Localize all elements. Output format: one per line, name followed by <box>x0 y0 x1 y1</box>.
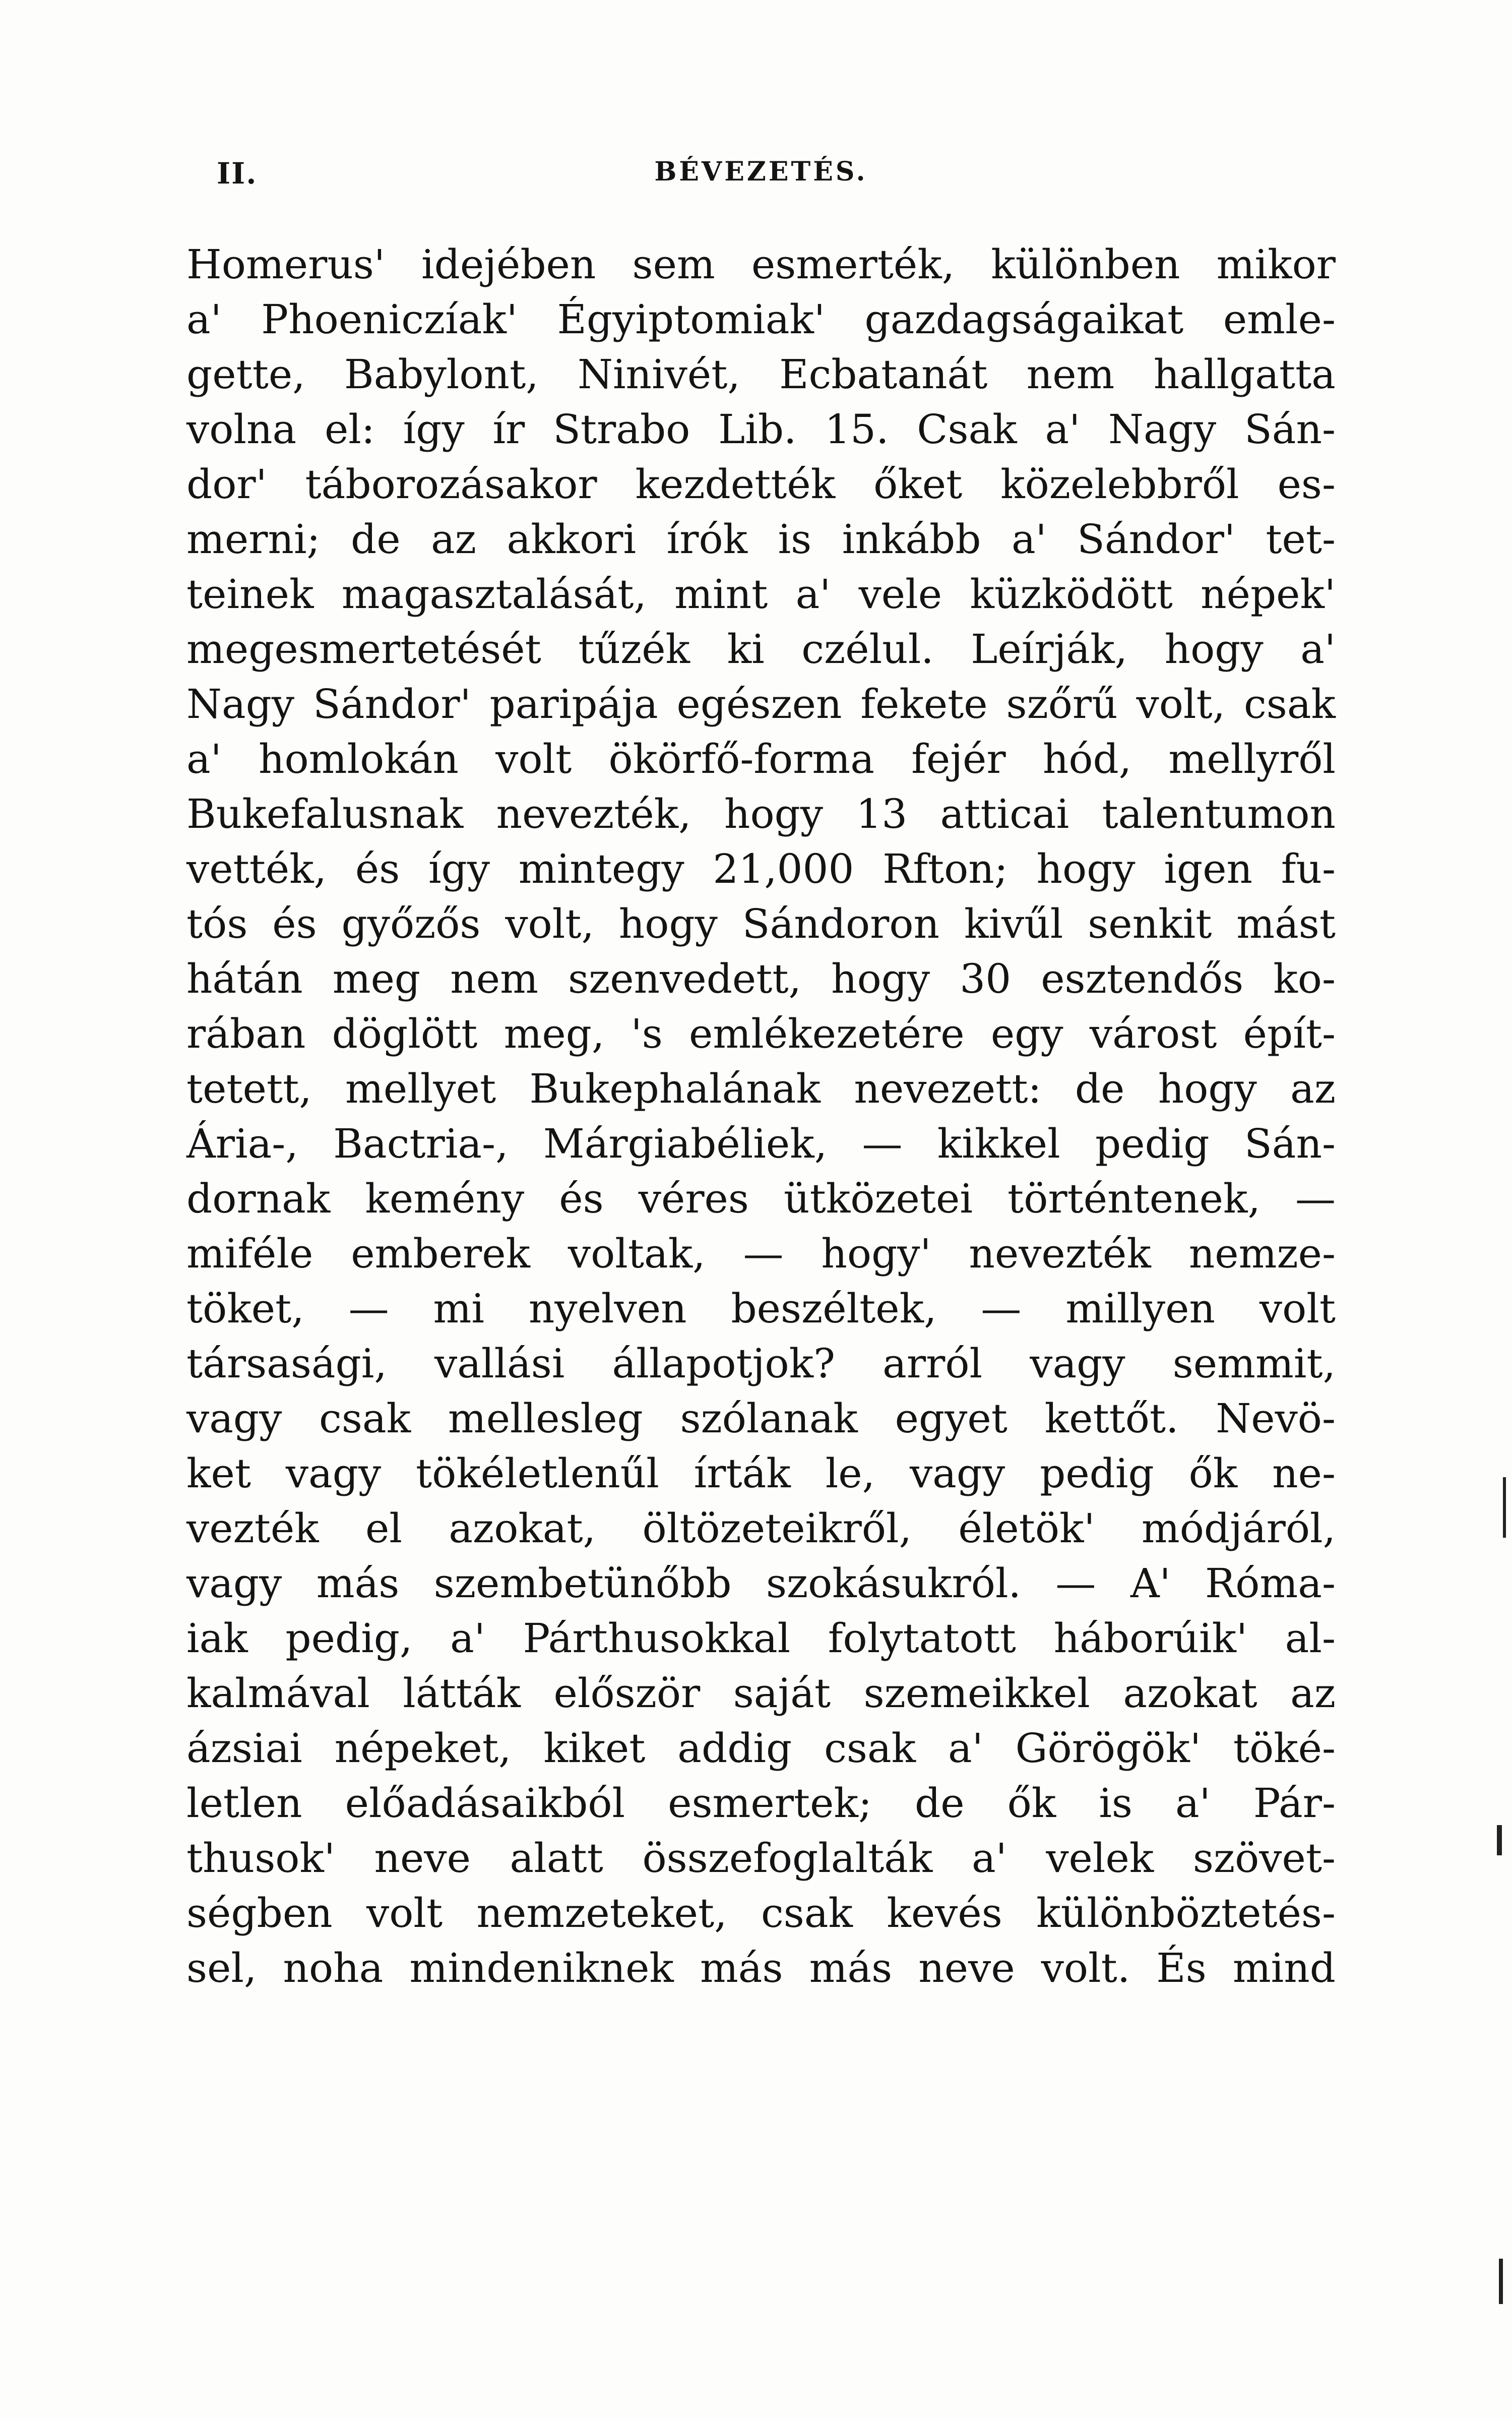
text-line: Ária-, Bactria-, Márgiabéliek, — kikkel pedig Sán- <box>186 1120 1336 1167</box>
running-head: BÉVEZETÉS. <box>654 156 868 187</box>
text-line: letlen előadásaikból esmertek; de ők is a' Pár- <box>186 1780 1336 1827</box>
margin-mark <box>1497 1825 1502 1855</box>
text-line: megesmertetését tűzék ki czélul. Leírják, hogy a' <box>186 626 1336 673</box>
text-line: kalmával látták először saját szemeikkel azokat az <box>186 1670 1336 1717</box>
text-line: vagy más szembetünőbb szokásukról. — A' Róma- <box>186 1560 1336 1607</box>
text-line: Nagy Sándor' paripája egészen fekete szőrű volt, csak <box>186 681 1336 728</box>
text-line: a' Phoeniczíak' Égyiptomiak' gazdagságaikat emle- <box>186 296 1336 343</box>
page-number: II. <box>217 156 258 191</box>
margin-mark <box>1503 1477 1506 1538</box>
text-line: rában döglött meg, 's emlékezetére egy várost épít- <box>186 1010 1336 1057</box>
text-line: töket, — mi nyelven beszéltek, — millyen volt <box>186 1285 1336 1332</box>
text-line: thusok' neve alatt összefoglalták a' velek szövet- <box>186 1835 1336 1882</box>
text-line: ket vagy tökéletlenűl írták le, vagy pedig ők ne- <box>186 1450 1336 1497</box>
page-header <box>192 151 1331 197</box>
text-line: volna el: így ír Strabo Lib. 15. Csak a' Nagy Sán- <box>186 406 1336 453</box>
text-line: merni; de az akkori írók is inkább a' Sándor' tet- <box>186 516 1336 563</box>
text-line: ázsiai népeket, kiket addig csak a' Görögök' töké- <box>186 1725 1336 1772</box>
text-line: Bukefalusnak nevezték, hogy 13 atticai talentumon <box>186 791 1336 837</box>
text-line: gette, Babylont, Ninivét, Ecbatanát nem hallgatta <box>186 351 1336 398</box>
text-line: Homerus' idejében sem esmerték, különben mikor <box>186 241 1336 288</box>
text-line: tós és győzős volt, hogy Sándoron kivűl senkit mást <box>186 900 1336 947</box>
text-line: sel, noha mindeniknek más más neve volt. És mind <box>186 1945 1336 1991</box>
text-line: vezték el azokat, öltözeteikről, életök' módjáról, <box>186 1505 1336 1552</box>
text-line: dornak kemény és véres ütközetei történtenek, — <box>186 1175 1336 1222</box>
text-line: vagy csak mellesleg szólanak egyet kettőt. Nevö- <box>186 1395 1336 1442</box>
body-text <box>186 237 1336 1995</box>
text-line: dor' táborozásakor kezdették őket közelebbről es- <box>186 461 1336 508</box>
text-line: vették, és így mintegy 21,000 Rfton; hogy igen fu- <box>186 845 1336 892</box>
text-line: a' homlokán volt ökörfő-forma fejér hód, mellyről <box>186 736 1336 782</box>
text-line: teinek magasztalását, mint a' vele küzködött népek' <box>186 571 1336 618</box>
text-line: tetett, mellyet Bukephalának nevezett: de hogy az <box>186 1065 1336 1112</box>
margin-mark <box>1499 2259 1503 2304</box>
text-line: ségben volt nemzeteket, csak kevés különböztetés- <box>186 1890 1336 1937</box>
text-line: hátán meg nem szenvedett, hogy 30 esztendős ko- <box>186 955 1336 1002</box>
text-line: iak pedig, a' Párthusokkal folytatott háborúik' al- <box>186 1615 1336 1662</box>
text-line: miféle emberek voltak, — hogy' nevezték nemze- <box>186 1230 1336 1277</box>
text-line: társasági, vallási állapotjok? arról vagy semmit, <box>186 1340 1336 1387</box>
